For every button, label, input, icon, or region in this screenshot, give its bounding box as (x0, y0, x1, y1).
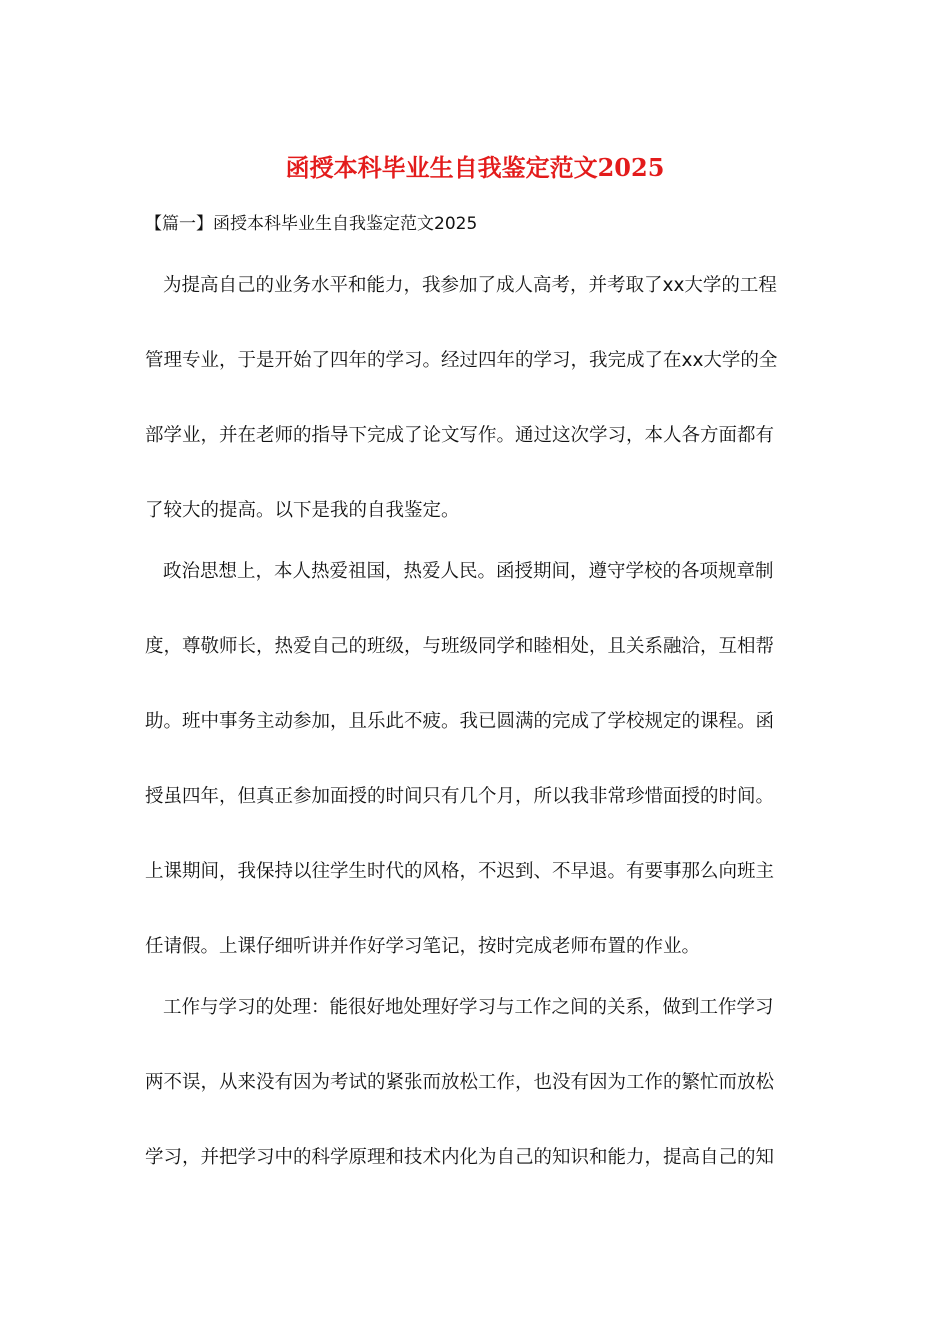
paragraph-2-line-5: 上课期间，我保持以往学生时代的风格，不迟到、不早退。有要事那么向班主 (145, 861, 775, 882)
paragraph-1-line-4: 了较大的提高。以下是我的自我鉴定。 (145, 500, 460, 521)
paragraph-2-line-3: 助。班中事务主动参加，且乐此不疲。我已圆满的完成了学校规定的课程。函 (145, 711, 775, 732)
paragraph-1-line-1: 为提高自己的业务水平和能力，我参加了成人高考，并考取了xx大学的工程 (163, 275, 777, 296)
paragraph-2-line-1: 政治思想上，本人热爱祖国，热爱人民。函授期间，遵守学校的各项规章制 (163, 561, 774, 582)
paragraph-1-line-2: 管理专业，于是开始了四年的学习。经过四年的学习，我完成了在xx大学的全 (145, 350, 778, 371)
paragraph-2-line-4: 授虽四年，但真正参加面授的时间只有几个月，所以我非常珍惜面授的时间。 (145, 786, 775, 807)
paragraph-3-line-3: 学习，并把学习中的科学原理和技术内化为自己的知识和能力，提高自己的知 (145, 1147, 775, 1168)
paragraph-3-line-2: 两不误，从来没有因为考试的紧张而放松工作，也没有因为工作的繁忙而放松 (145, 1072, 775, 1093)
paragraph-1-line-3: 部学业，并在老师的指导下完成了论文写作。通过这次学习，本人各方面都有 (145, 425, 775, 446)
section-heading: 【篇一】函授本科毕业生自我鉴定范文2025 (145, 214, 478, 234)
paragraph-2-line-6: 任请假。上课仔细听讲并作好学习笔记，按时完成老师布置的作业。 (145, 936, 701, 957)
paragraph-3-line-1: 工作与学习的处理：能很好地处理好学习与工作之间的关系，做到工作学习 (163, 997, 774, 1018)
paragraph-2-line-2: 度，尊敬师长，热爱自己的班级，与班级同学和睦相处，且关系融洽，互相帮 (145, 636, 775, 657)
document-title: 函授本科毕业生自我鉴定范文2025 (285, 153, 665, 182)
